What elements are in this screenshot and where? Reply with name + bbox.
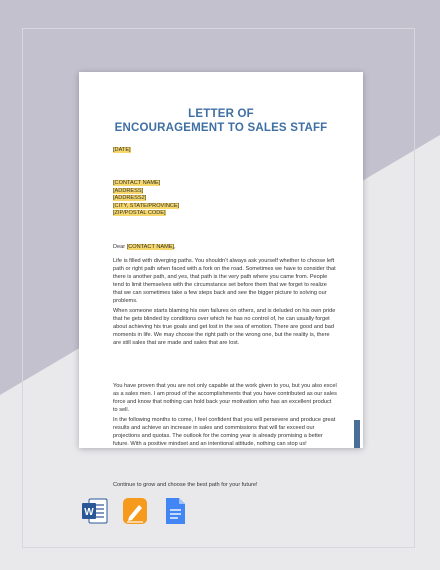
document-title-line-2: ENCOURAGEMENT TO SALES STAFF [114,122,328,134]
date-placeholder: [DATE] [113,147,131,153]
address-line: [CITY, STATE/PROVINCE] [113,202,180,209]
document-title-line-1: LETTER OF [188,108,254,120]
salutation [113,244,337,252]
svg-text:W: W [84,507,94,518]
word-icon[interactable] [81,496,109,526]
page-accent-bar [354,420,360,448]
body-paragraph-1: Life is filled with diverging paths. You shouldn't always ask yourself whether to choose left path or right path when faced with a fork on the road. Sometimes we have to consider that there is another path, and yes, that path is the very path where you came from. People tend to limit themselves with the circumstance set before them that we forget to realize that we can sometimes take a few steps back and see the bigger picture to solving our problems. [113,258,336,304]
salutation-prefix: Dear [113,244,127,250]
google-docs-icon[interactable] [161,496,189,526]
address-block [113,180,337,218]
salutation-suffix: , [174,244,176,250]
body-paragraph-4: In the following months to come, I feel confident that you will persevere and produce great results and achieve an increase in sales and commissions that will far exceed our projections and quotas. The outlook for the coming year is already promising a better future. With a positive mindset and an intentional attitude, nothing can stop us! [113,417,336,447]
letter-document [79,72,363,488]
address-line: [CONTACT NAME] [113,180,161,186]
address-line: [ADDRESS2] [113,195,147,202]
address-line: [ADDRESS] [113,187,144,194]
body-paragraph-5: Continue to grow and choose the best path for your future! [113,482,258,488]
address-line: [ZIP/POSTAL CODE] [113,210,166,217]
date-field [113,147,337,155]
pages-icon[interactable] [121,496,149,526]
body-paragraph-3: You have proven that you are not only capable at the work given to you, but you also excel as a sales men. I am proud of the accomplishments that you have contributed as our sales force and know that nothing can hold back your motivation who has an excellent product to sell. [113,383,337,413]
salutation-name: [CONTACT NAME] [126,244,175,250]
body-paragraph-2: When someone starts blaming his own failures on others, and is deluded on his own pride that he gets blinded by conditions over which he has no control of, he can usually forget about achieving his true goals and get lost in the sea of emotion. There are good and bad moments in life. We may choose the right path or the wrong one, but the reality is, there are still sales that are made and sales that are lost. [113,308,336,346]
